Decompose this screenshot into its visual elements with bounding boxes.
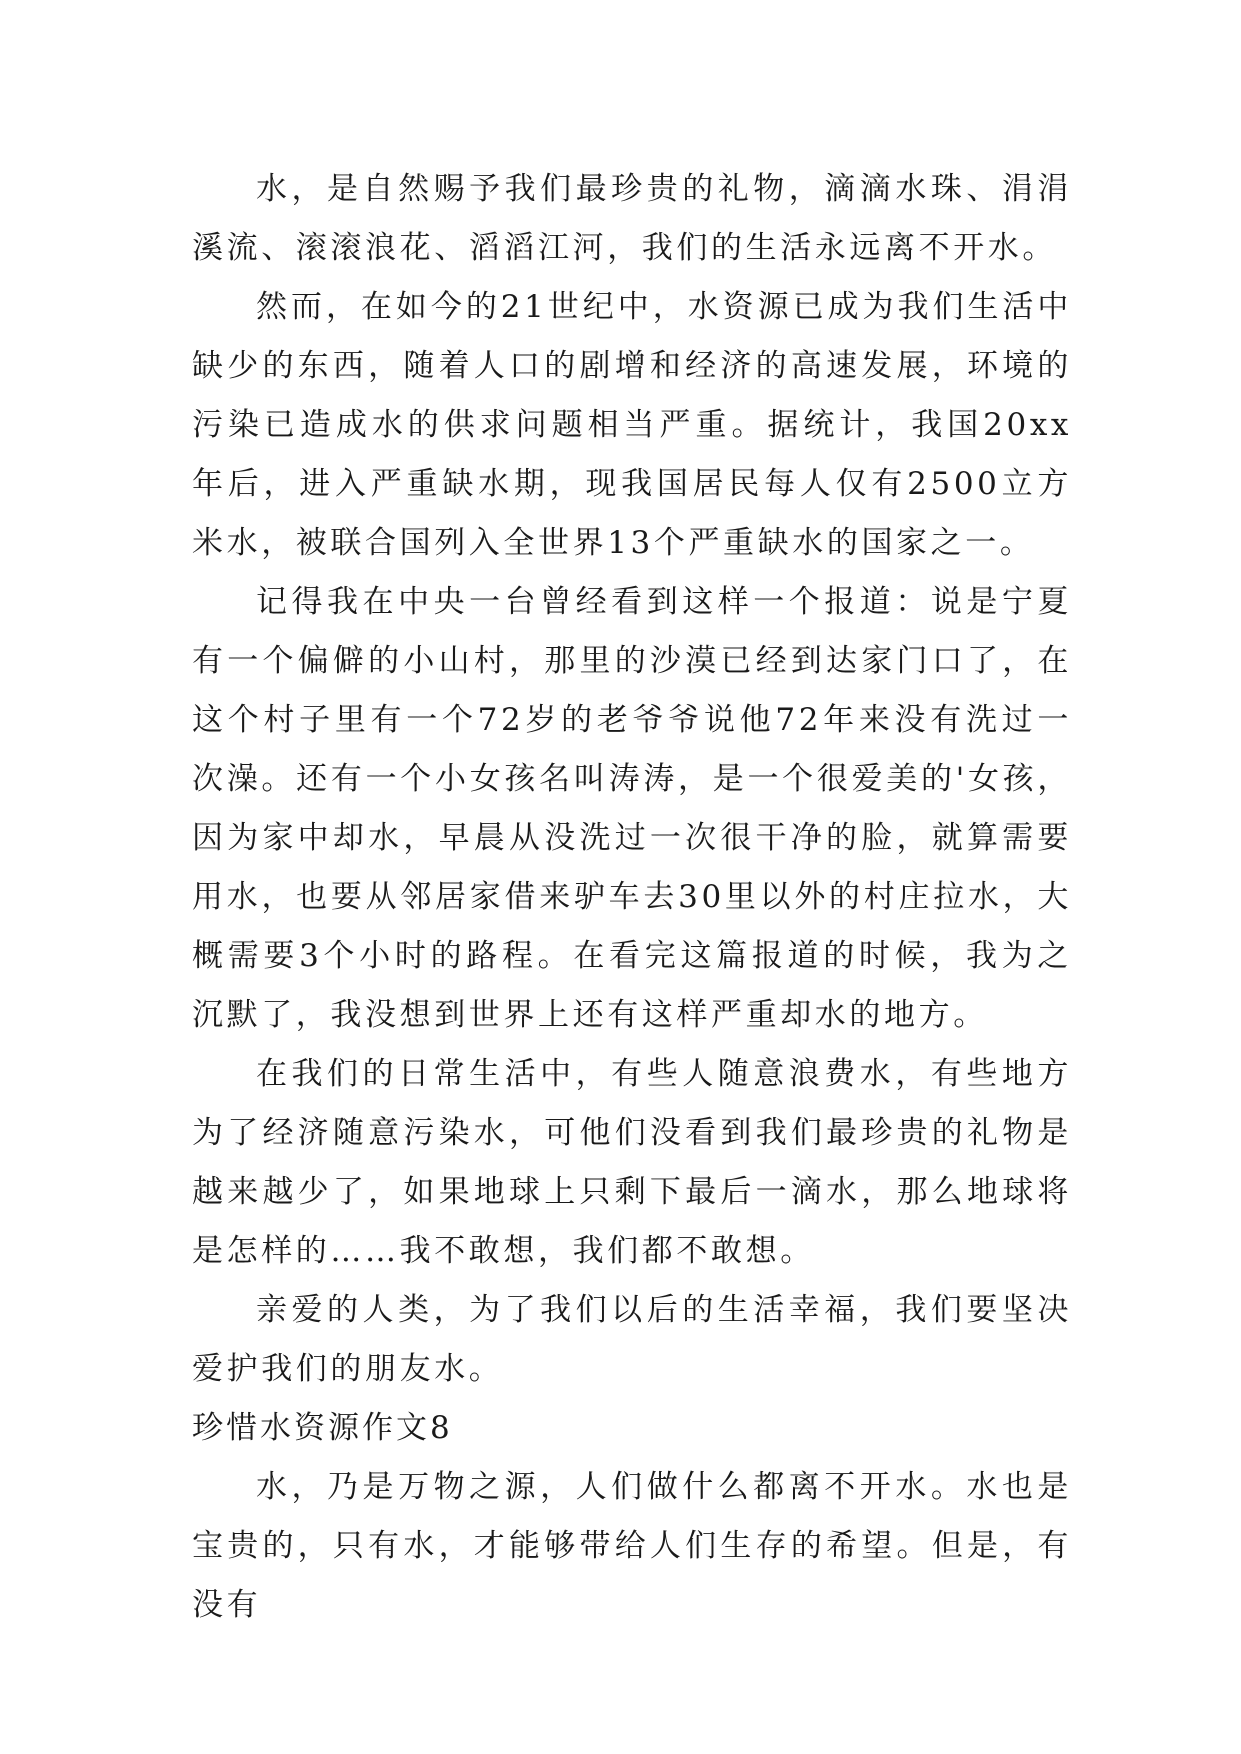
paragraph-daily-waste: 在我们的日常生活中，有些人随意浪费水，有些地方为了经济随意污染水，可他们没看到我们最珍贵的礼物是越来越少了，如果地球上只剩下最后一滴水，那么地球将是怎样的……我不敢想，我们都不敢想。	[192, 1056, 1072, 1269]
paragraph-water-gift: 水，是自然赐予我们最珍贵的礼物，滴滴水珠、涓涓溪流、滚滚浪花、滔滔江河，我们的生活永远离不开水。	[192, 171, 1072, 266]
section-heading: 珍惜水资源作文8	[192, 1410, 453, 1446]
paragraph-news-report: 记得我在中央一台曾经看到这样一个报道：说是宁夏有一个偏僻的小山村，那里的沙漠已经到达家门口了，在这个村子里有一个72岁的老爷爷说他72年来没有洗过一次澡。还有一个小女孩名叫涛涛，是一个很爱美的'女孩，因为家中却水，早晨从没洗过一次很干净的脸，就算需要用水，也要从邻居家借来驴车去30里以外的村庄拉水，大概需要3个小时的路程。在看完这篇报道的时候，我为之沉默了，我没想到世界上还有这样严重却水的地方。	[192, 584, 1072, 1033]
paragraph-conclusion: 亲爱的人类，为了我们以后的生活幸福，我们要坚决爱护我们的朋友水。	[192, 1292, 1072, 1387]
paragraph-essay8-intro: 水，乃是万物之源，人们做什么都离不开水。水也是宝贵的，只有水，才能够带给人们生存的希望。但是，有没有	[192, 1469, 1072, 1623]
paragraph-water-shortage: 然而，在如今的21世纪中，水资源已成为我们生活中缺少的东西，随着人口的剧增和经济的高速发展，环境的污染已造成水的供求问题相当严重。据统计，我国20xx年后，进入严重缺水期，现我国居民每人仅有2500立方米水，被联合国列入全世界13个严重缺水的国家之一。	[192, 289, 1072, 561]
document-body	[192, 160, 1072, 1635]
